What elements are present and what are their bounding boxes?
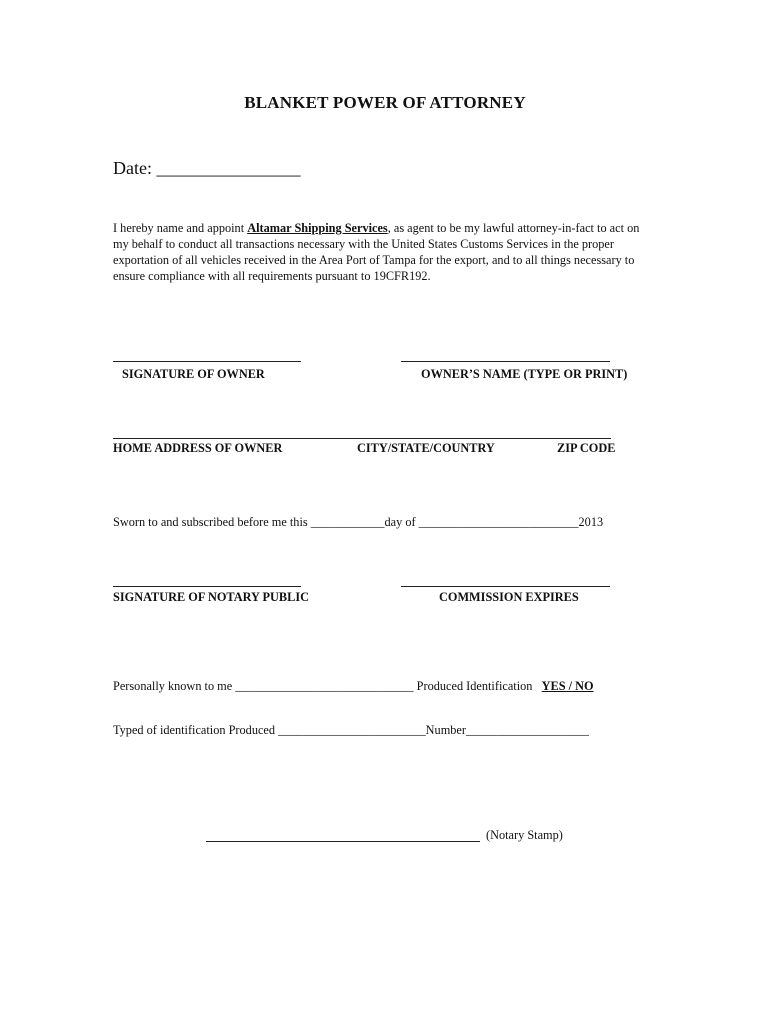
owners-name-label: OWNER’S NAME (TYPE OR PRINT) <box>421 367 628 381</box>
personally-known-line <box>113 679 594 694</box>
agent-name: Altamar Shipping Services <box>247 221 388 235</box>
commission-line <box>401 586 610 587</box>
paragraph-text-1b: , as agent to be my lawful attorney-in-fact to act on <box>387 221 640 235</box>
date-field: Date: ________________ <box>113 158 301 178</box>
paragraph-line-2: my behalf to conduct all transactions necessary with the United States Customs Services in the proper <box>113 237 614 251</box>
identification-type-line: Typed of identification Produced ________________________Number____________________ <box>113 723 589 737</box>
paragraph-text-1a: I hereby name and appoint <box>113 221 248 235</box>
zip-code-label: ZIP CODE <box>557 441 616 455</box>
home-address-label: HOME ADDRESS OF OWNER <box>113 441 283 455</box>
notary-stamp-label: (Notary Stamp) <box>486 828 563 842</box>
document-title: BLANKET POWER OF ATTORNEY <box>244 93 526 112</box>
sworn-subscribed-line: Sworn to and subscribed before me this ____________day of __________________________2013 <box>113 515 604 529</box>
personally-known-text: Personally known to me _____________________________ Produced Identification <box>113 679 533 693</box>
commission-expires-label: COMMISSION EXPIRES <box>439 590 579 604</box>
yes-no-option: YES / NO <box>541 679 594 693</box>
appointment-paragraph <box>113 220 673 284</box>
city-state-country-label: CITY/STATE/COUNTRY <box>357 441 495 455</box>
paragraph-line-3: exportation of all vehicles received in the Area Port of Tampa for the export, and to all things necessary to <box>113 253 635 267</box>
owner-signature-line <box>113 361 301 362</box>
paragraph-line-1 <box>113 220 673 236</box>
paragraph-line-4: ensure compliance with all requirements pursuant to 19CFR192. <box>113 269 431 283</box>
notary-signature-line <box>113 586 301 587</box>
notary-stamp-line <box>206 841 480 842</box>
signature-of-notary-label: SIGNATURE OF NOTARY PUBLIC <box>113 590 309 604</box>
signature-of-owner-label: SIGNATURE OF OWNER <box>122 367 265 381</box>
address-line <box>113 438 611 439</box>
owner-name-line <box>401 361 610 362</box>
